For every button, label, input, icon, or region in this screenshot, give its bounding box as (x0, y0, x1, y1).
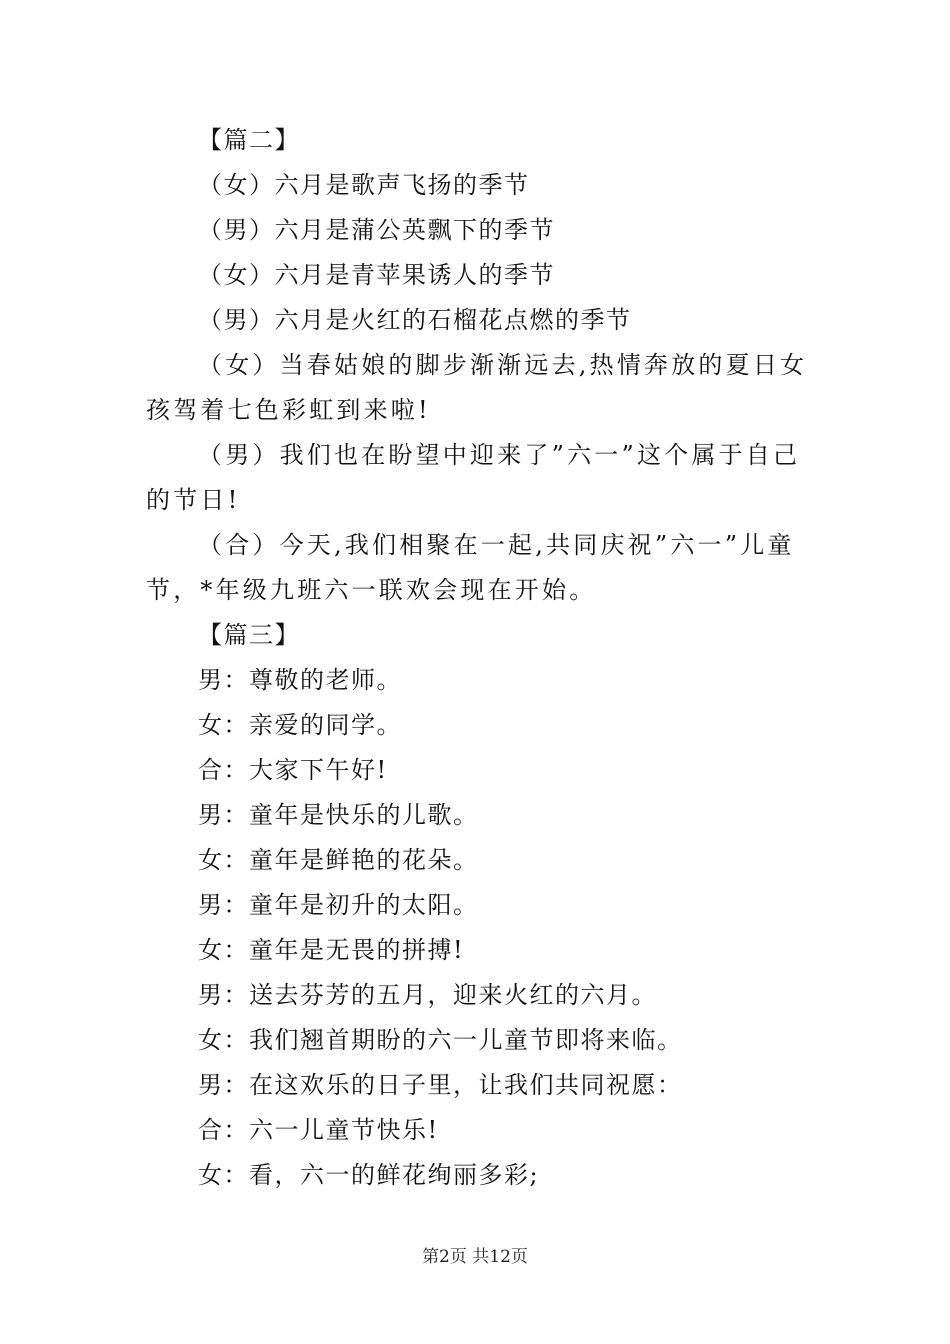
dialogue-line: 女：我们翘首期盼的六一儿童节即将来临。 (198, 1026, 683, 1054)
dialogue-line: 男：送去芬芳的五月，迎来火红的六月。 (198, 981, 657, 1009)
section-heading-2: 【篇二】 (198, 126, 300, 154)
dialogue-line: 女：看，六一的鲜花绚丽多彩; (198, 1161, 540, 1189)
text-line: （女）六月是青苹果诱人的季节 (198, 261, 555, 289)
dialogue-line: 女：亲爱的同学。 (198, 711, 402, 739)
text-line: （男）六月是蒲公英飘下的季节 (198, 216, 555, 244)
section-heading-3: 【篇三】 (198, 621, 300, 649)
dialogue-line: 男：在这欢乐的日子里，让我们共同祝愿： (198, 1071, 683, 1099)
text-paragraph: （合）今天,我们相聚在一起,共同庆祝”六一”儿童节，*年级九班六一联欢会现在开始。 (146, 531, 795, 604)
text-paragraph: （女）当春姑娘的脚步渐渐远去,热情奔放的夏日女孩驾着七色彩虹到来啦! (146, 351, 808, 424)
dialogue-line: 男：童年是快乐的儿歌。 (198, 801, 479, 829)
text-paragraph: （男）我们也在盼望中迎来了”六一”这个属于自己的节日! (146, 441, 801, 514)
dialogue-line: 男：童年是初升的太阳。 (198, 891, 479, 919)
text-line: （男）六月是火红的石榴花点燃的季节 (198, 306, 632, 334)
dialogue-line: 合：六一儿童节快乐! (198, 1116, 439, 1144)
dialogue-line: 男：尊敬的老师。 (198, 666, 402, 694)
page-footer: 第2页 共12页 (422, 1247, 528, 1267)
document-body (146, 118, 812, 1198)
dialogue-line: 女：童年是鲜艳的花朵。 (198, 846, 479, 874)
text-line: （女）六月是歌声飞扬的季节 (198, 171, 530, 199)
dialogue-line: 合：大家下午好! (198, 756, 388, 784)
dialogue-line: 女：童年是无畏的拼搏! (198, 936, 465, 964)
